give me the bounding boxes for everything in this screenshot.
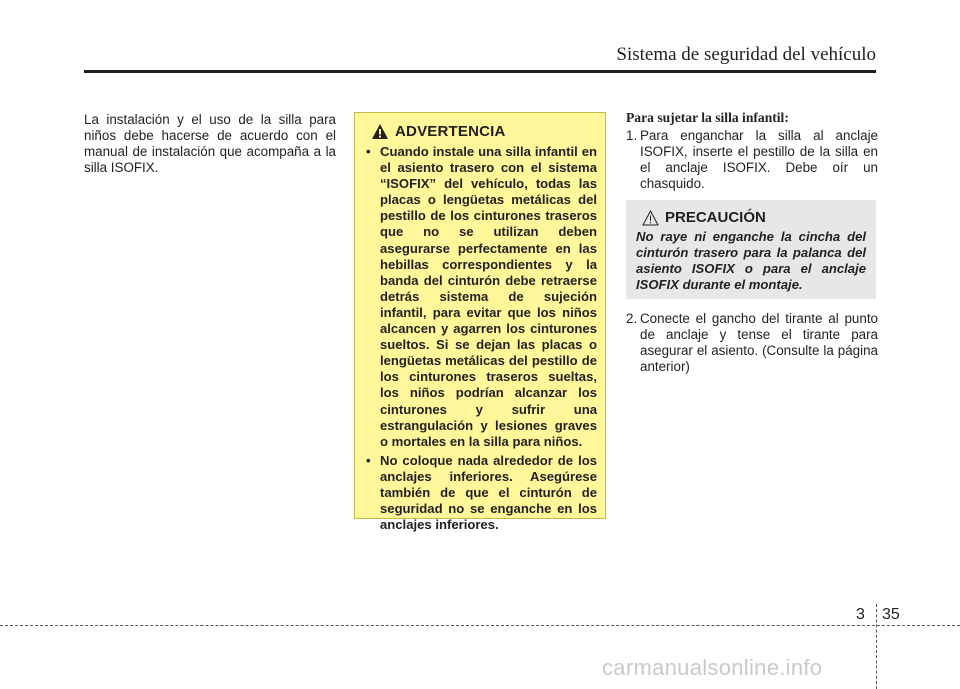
section-title: Sistema de seguridad del vehículo	[616, 44, 876, 65]
warning-triangle-icon	[371, 123, 389, 140]
footer-divider	[0, 625, 960, 626]
caution-title: PRECAUCIÓN	[665, 209, 766, 226]
caution-box	[626, 200, 876, 299]
warning-title: ADVERTENCIA	[395, 123, 506, 140]
procedure-step-1	[626, 128, 878, 192]
step-text: Para enganchar la silla al anclaje ISOFIX, inserte el pestillo de la silla en el anclaje ISOFIX. Debe oír un chasquido.	[640, 128, 878, 191]
footer-vertical-divider	[876, 604, 877, 689]
caution-text: No raye ni enganche la cincha del cinturón trasero para la palanca del asiento ISOFIX o para el anclaje ISOFIX durante el montaje.	[636, 229, 866, 292]
warning-box	[354, 112, 606, 533]
warning-list	[365, 144, 597, 533]
header-divider	[84, 70, 876, 73]
step-number: 2.	[626, 311, 638, 326]
step-text: Conecte el gancho del tirante al punto de anclaje y tense el tirante para asegurar el asiento. (Consulte la página anterior)	[640, 311, 878, 374]
procedure-column	[626, 110, 878, 192]
page-number: 35	[882, 606, 900, 623]
warning-item: • No coloque nada alrededor de los anclajes inferiores. Asegúrese también de que el cinturón de seguridad no se enganche en los anclajes inferiores.	[365, 453, 597, 533]
procedure-step-2	[626, 311, 878, 375]
procedure-heading: Para sujetar la silla infantil:	[626, 110, 789, 125]
chapter-number: 3	[856, 606, 865, 623]
warning-header	[365, 123, 597, 140]
caution-header	[636, 209, 866, 226]
step-number: 1.	[626, 128, 638, 143]
intro-paragraph: La instalación y el uso de la silla para niños debe hacerse de acuerdo con el manual de instalación que acompaña a la silla ISOFIX.	[84, 112, 336, 175]
caution-triangle-icon	[642, 210, 659, 226]
watermark: carmanualsonline.info	[602, 655, 823, 680]
intro-column	[84, 112, 336, 176]
warning-item: • Cuando instale una silla infantil en el asiento trasero con el sistema “ISOFIX” del vehículo, todas las placas o lengüetas metálicas del pestillo de los cinturones traseros que no se utilizan deben asegurarse perfectamente en las hebillas correspondientes y la banda del cinturón debe retraerse detrás sistema de sujeción infantil, para evitar que los niños alcancen y agarren los cinturones sueltos. Si se dejan las placas o lengüetas metálicas del pestillo de los cinturones traseros sueltas, los niños podrían alcanzar los cinturones y sufrir una estrangulación y lesiones graves o mortales en la silla para niños.	[365, 144, 597, 450]
procedure-step-2-wrap	[626, 311, 878, 375]
